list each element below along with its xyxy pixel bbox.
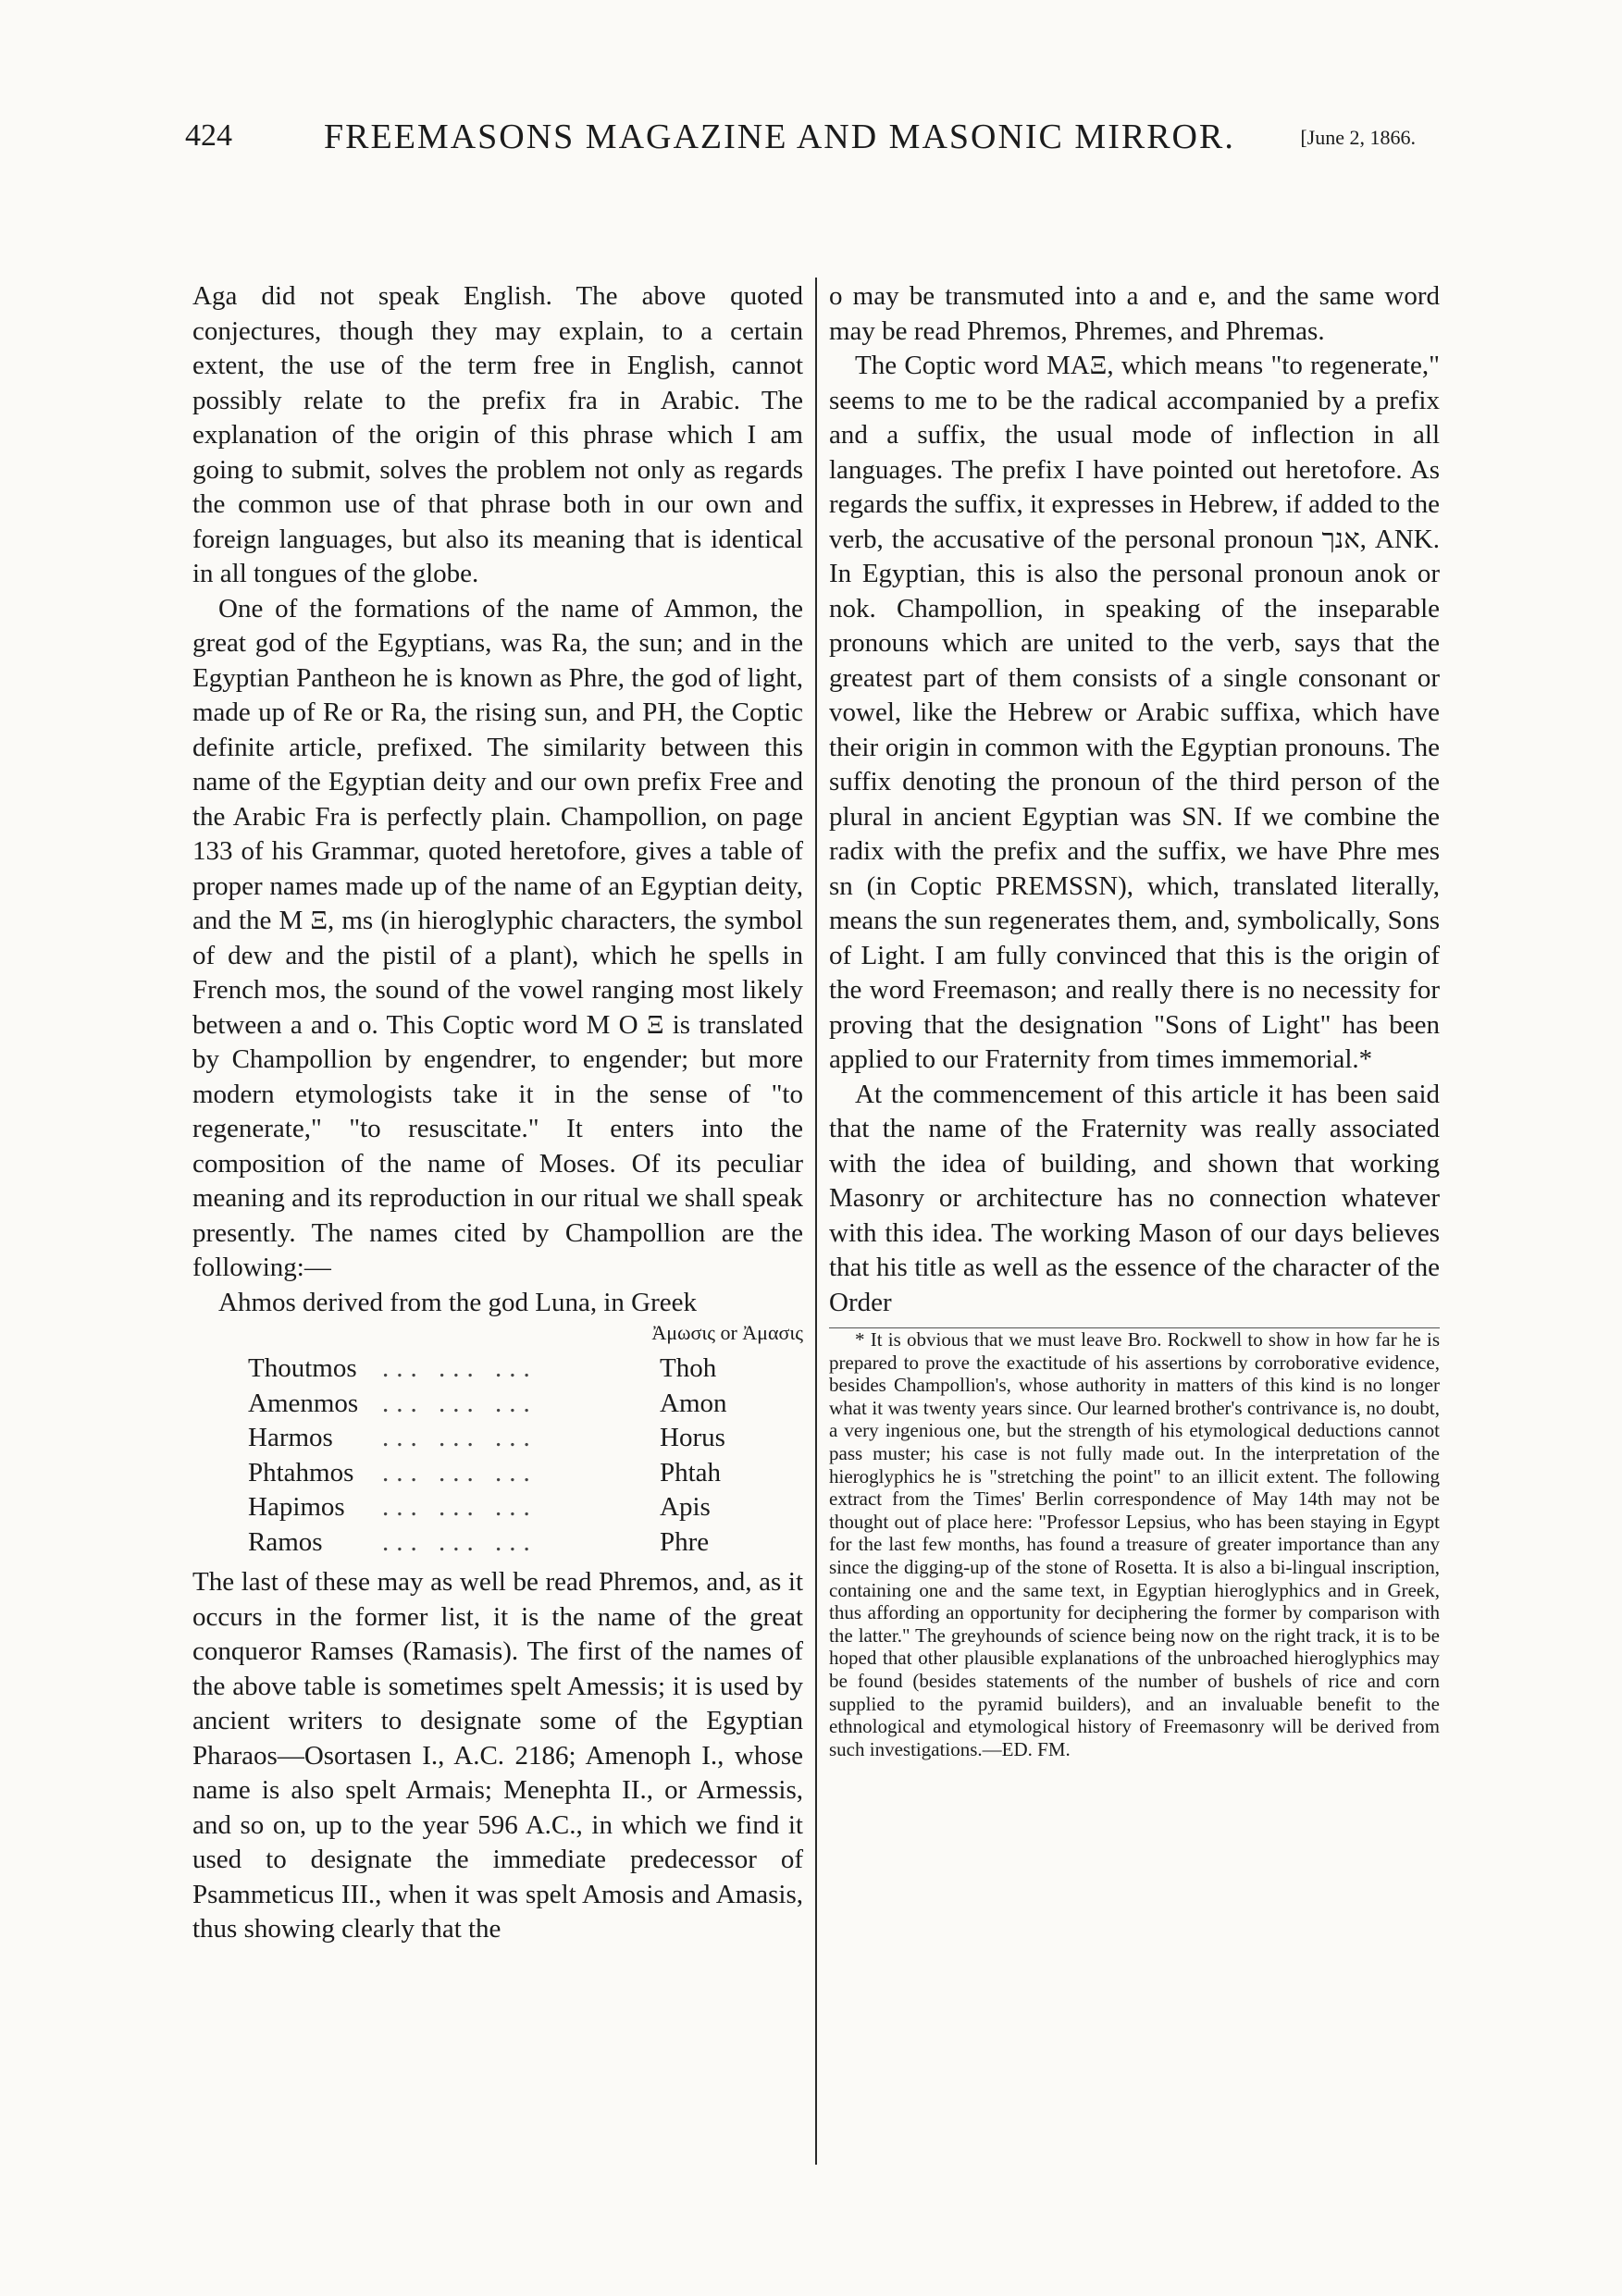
footnote: * It is obvious that we must leave Bro. Rockwell to show in how far he is prepared to prove the exactitude of his assertions by corroborative evidence, besides Champollion's, whose authority in matters of this kind is no longer what it was twenty years since. Our learned brother's contrivance is, no doubt, a very ingenious one, but the strength of his etymological deductions cannot pass muster; his case is not fully made out. In the interpretation of the hieroglyphics he is "stretching the point" to an illicit extent. The following extract from the Times' Berlin correspondence of May 14th may not be thought out of place here: "Professor Lepsius, who has been staying in Egypt for the last few months, has found a treasure of greater importance than any since the digging-up of the stone of Rosetta. It is also a bi-lingual inscription, containing one and the same text, in Egyptian hieroglyphics and in Greek, thus affording an opportunity for deciphering the former by comparison with the latter." The greyhounds of science being now on the right track, it is to be hoped that other plausible explanations of the unbroached hieroglyphics may be found (besides statements of the number of bushels of rice and corn supplied to the pyramid builders), and an invaluable benefit to the ethnological and etymological history of Freemasonry will be derived from such investigations.—ED. FM. [829,1328,1440,1760]
dots-cell: ... ... ... [382,1526,538,1557]
paragraph: o may be transmuted into a and e, and the same word may be read Phremos, Phremes, and Phremas. [829,281,1440,346]
dots-cell: ... ... ... [382,1492,538,1522]
deity-cell: Phre [660,1526,710,1557]
names-table [248,1352,727,1560]
paragraph: Aga did not speak English. The above quoted conjectures, though they may explain, to a certain extent, the use of the term free in English, cannot possibly relate to the prefix fra in Arabic. The explanation of the origin of this phrase which I am going to submit, solves the problem not only as regards the common use of that phrase both in our own and foreign languages, but also its meaning that is identical in all tongues of the globe. [192,281,803,588]
table-row [248,1490,727,1525]
paragraph: At the commencement of this article it has been said that the name of the Fraternity was really associated with the idea of building, and shown that working Masonry or architecture has no connection whatever with this idea. The working Mason of our days believes that his title as well as the essence of the character of the Order [829,1079,1440,1317]
right-column [829,279,1440,1760]
name-cell: Hapimos [248,1492,345,1522]
publication-title: FREEMASONS MAGAZINE AND MASONIC MIRROR. [324,117,1235,156]
name-cell: Phtahmos [248,1457,354,1487]
paragraph: One of the formations of the name of Ammon, the great god of the Egyptians, was Ra, the sun; and in the Egyptian Pantheon he is known as Phre, the god of light, made up of Re or Ra, the rising sun, and PH, the Coptic definite article, prefixed. The similarity between this name of the Egyptian deity and our own prefix Free and the Arabic Fra is perfectly plain. Champollion, on page 133 of his Grammar, quoted heretofore, gives a table of proper names made up of the name of an Egyptian deity, and the M Ξ, ms (in hieroglyphic characters, the symbol of dew and the pistil of a plant), which he spells in French mos, the sound of the vowel ranging most likely between a and o. This Coptic word M O Ξ is translated by Champollion by engendrer, to engender; but more modern etymologists take it in the sense of "to regenerate," "to resuscitate." It enters into the composition of the name of Moses. Of its peculiar meaning and its reproduction in our ritual we shall speak presently. The names cited by Champollion are the following:— [192,593,803,1282]
deity-cell: Phtah [660,1457,722,1487]
table-row [248,1352,727,1387]
table-row [248,1387,727,1422]
dots-cell: ... ... ... [382,1388,538,1418]
table-row [248,1456,727,1491]
page-number: 424 [185,118,232,153]
column-divider [815,278,817,2165]
name-cell: Thoutmos [248,1353,357,1383]
paragraph: The last of these may as well be read Phremos, and, as it occurs in the former list, it is the name of the great conqueror Ramses (Ramasis). The first of the names of the above table is sometimes spelt Amessis; it is used by ancient writers to designate some of the Egyptian Pharaos—Osortasen I., A.C. 2186; Amenoph I., whose name is also spelt Armais; Menephta II., or Armessis, and so on, up to the year 596 A.C., in which we find it used to designate the immediate predecessor of Psammeticus III., when it was spelt Amosis and Amasis, thus showing clearly that the [192,1567,803,1944]
page-header [185,109,1416,165]
dots-cell: ... ... ... [382,1353,538,1383]
table-row [248,1525,727,1561]
name-cell: Harmos [248,1423,333,1452]
table-row [248,1421,727,1456]
deity-cell: Amon [660,1388,727,1418]
ahmos-line: Ahmos derived from the god Luna, in Greek [218,1287,698,1317]
dots-cell: ... ... ... [382,1423,538,1452]
left-column [192,279,803,1947]
name-cell: Amenmos [248,1388,359,1418]
name-cell: Ramos [248,1526,323,1557]
deity-cell: Apis [660,1492,711,1522]
deity-cell: Thoh [660,1353,717,1383]
deity-cell: Horus [660,1423,725,1452]
issue-date: [June 2, 1866. [1300,126,1416,149]
greek-forms: Ἀμωσις or Ἀμασις [651,1321,803,1344]
dots-cell: ... ... ... [382,1457,538,1487]
paragraph: The Coptic word MAΞ, which means "to regenerate," seems to me to be the radical accompanied by a prefix and a suffix, the usual mode of inflection in all languages. The prefix I have pointed out heretofore. As regards the suffix, it expresses in Hebrew, if added to the verb, the accusative of the personal pronoun אנך, ANK. In Egyptian, this is also the personal pronoun anok or nok. Champollion, in speaking of the inseparable pronouns which are united to the verb, says that the greatest part of them consists of a single consonant or vowel, like the Hebrew or Arabic suffixa, which have their origin in common with the Egyptian pronouns. The suffix denoting the pronoun of the third person of the plural in ancient Egyptian was SN. If we combine the radix with the prefix and the suffix, we have Phre mes sn (in Coptic PREMSSN), which, translated literally, means the sun regenerates them, and, symbolically, Sons of Light. I am fully convinced that this is the origin of the word Freemason; and really there is no necessity for proving that the designation "Sons of Light" has been applied to our Fraternity from times immemorial.* [829,351,1440,1074]
